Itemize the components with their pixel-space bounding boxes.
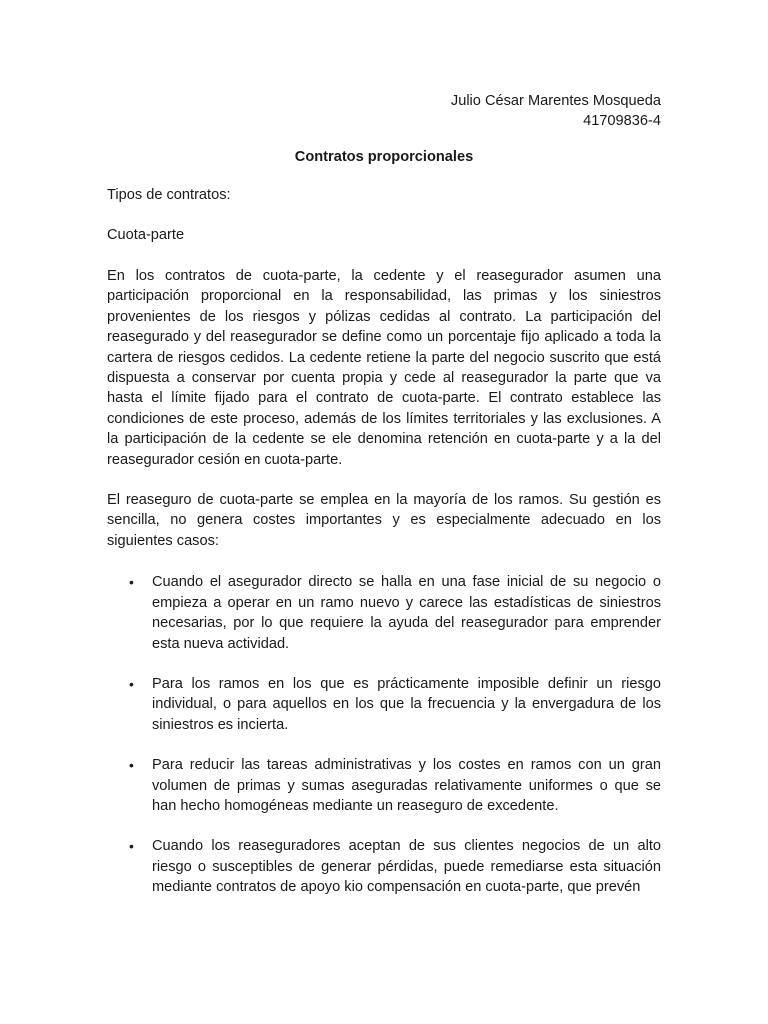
- list-item-text: Para los ramos en los que es prácticamente imposible definir un riesgo individual, o para aquellos en los que la frecuencia y la envergadura de los siniestros es incierta.: [152, 675, 661, 733]
- list-item: [107, 572, 661, 654]
- bullet-icon: •: [129, 838, 134, 855]
- types-label: Tipos de contratos:: [107, 187, 231, 203]
- list-item-text: Cuando el asegurador directo se halla en una fase inicial de su negocio o empieza a operar en un ramo nuevo y carece las estadísticas de siniestros necesarias, por lo que requiere la ayuda del reasegurador para emprender esta nueva actividad.: [152, 574, 661, 652]
- paragraph: En los contratos de cuota-parte, la cedente y el reasegurador asumen una participación proporcional en la responsabilidad, las primas y los siniestros provenientes de los riesgos y pólizas cedidas al contrato. La participación del reasegurado y del reasegurador se define como un porcentaje fijo aplicado a toda la cartera de riesgos cedidos. La cedente retiene la parte del negocio suscrito que está dispuesta a conservar por cuenta propia y cede al reasegurador la parte que va hasta el límite fijado para el contrato de cuota-parte. El contrato establece las condiciones de este proceso, además de los límites territoriales y las exclusiones. A la participación de la cedente se ele denomina retención en cuota-parte y a la del reasegurador cesión en cuota-parte.: [107, 268, 661, 468]
- bullet-icon: •: [129, 757, 134, 774]
- bullet-icon: •: [129, 574, 134, 591]
- author-block: [107, 91, 661, 131]
- author-name: Julio César Marentes Mosqueda: [450, 93, 661, 109]
- bullet-list: [107, 572, 661, 897]
- list-item: [107, 674, 661, 735]
- document-title: Contratos proporcionales: [294, 149, 474, 165]
- paragraph: El reaseguro de cuota-parte se emplea en la mayoría de los ramos. Su gestión es sencilla, no genera costes importantes y es especialmente adecuado en los siguientes casos:: [107, 492, 661, 549]
- list-item-text: Cuando los reaseguradores aceptan de sus clientes negocios de un alto riesgo o susceptibles de generar pérdidas, puede remediarse esta situación mediante contratos de apoyo kio compensación en cuota-parte, que prevén: [152, 838, 661, 896]
- student-id: 41709836-4: [583, 113, 661, 129]
- list-item: [107, 755, 661, 816]
- bullet-icon: •: [129, 675, 134, 692]
- list-item: [107, 836, 661, 897]
- list-item-text: Para reducir las tareas administrativas y los costes en ramos con un gran volumen de primas y sumas aseguradas relativamente uniformes o que se han hecho homogéneas mediante un reaseguro de excedente.: [152, 757, 661, 814]
- subtype-label: Cuota-parte: [107, 227, 185, 243]
